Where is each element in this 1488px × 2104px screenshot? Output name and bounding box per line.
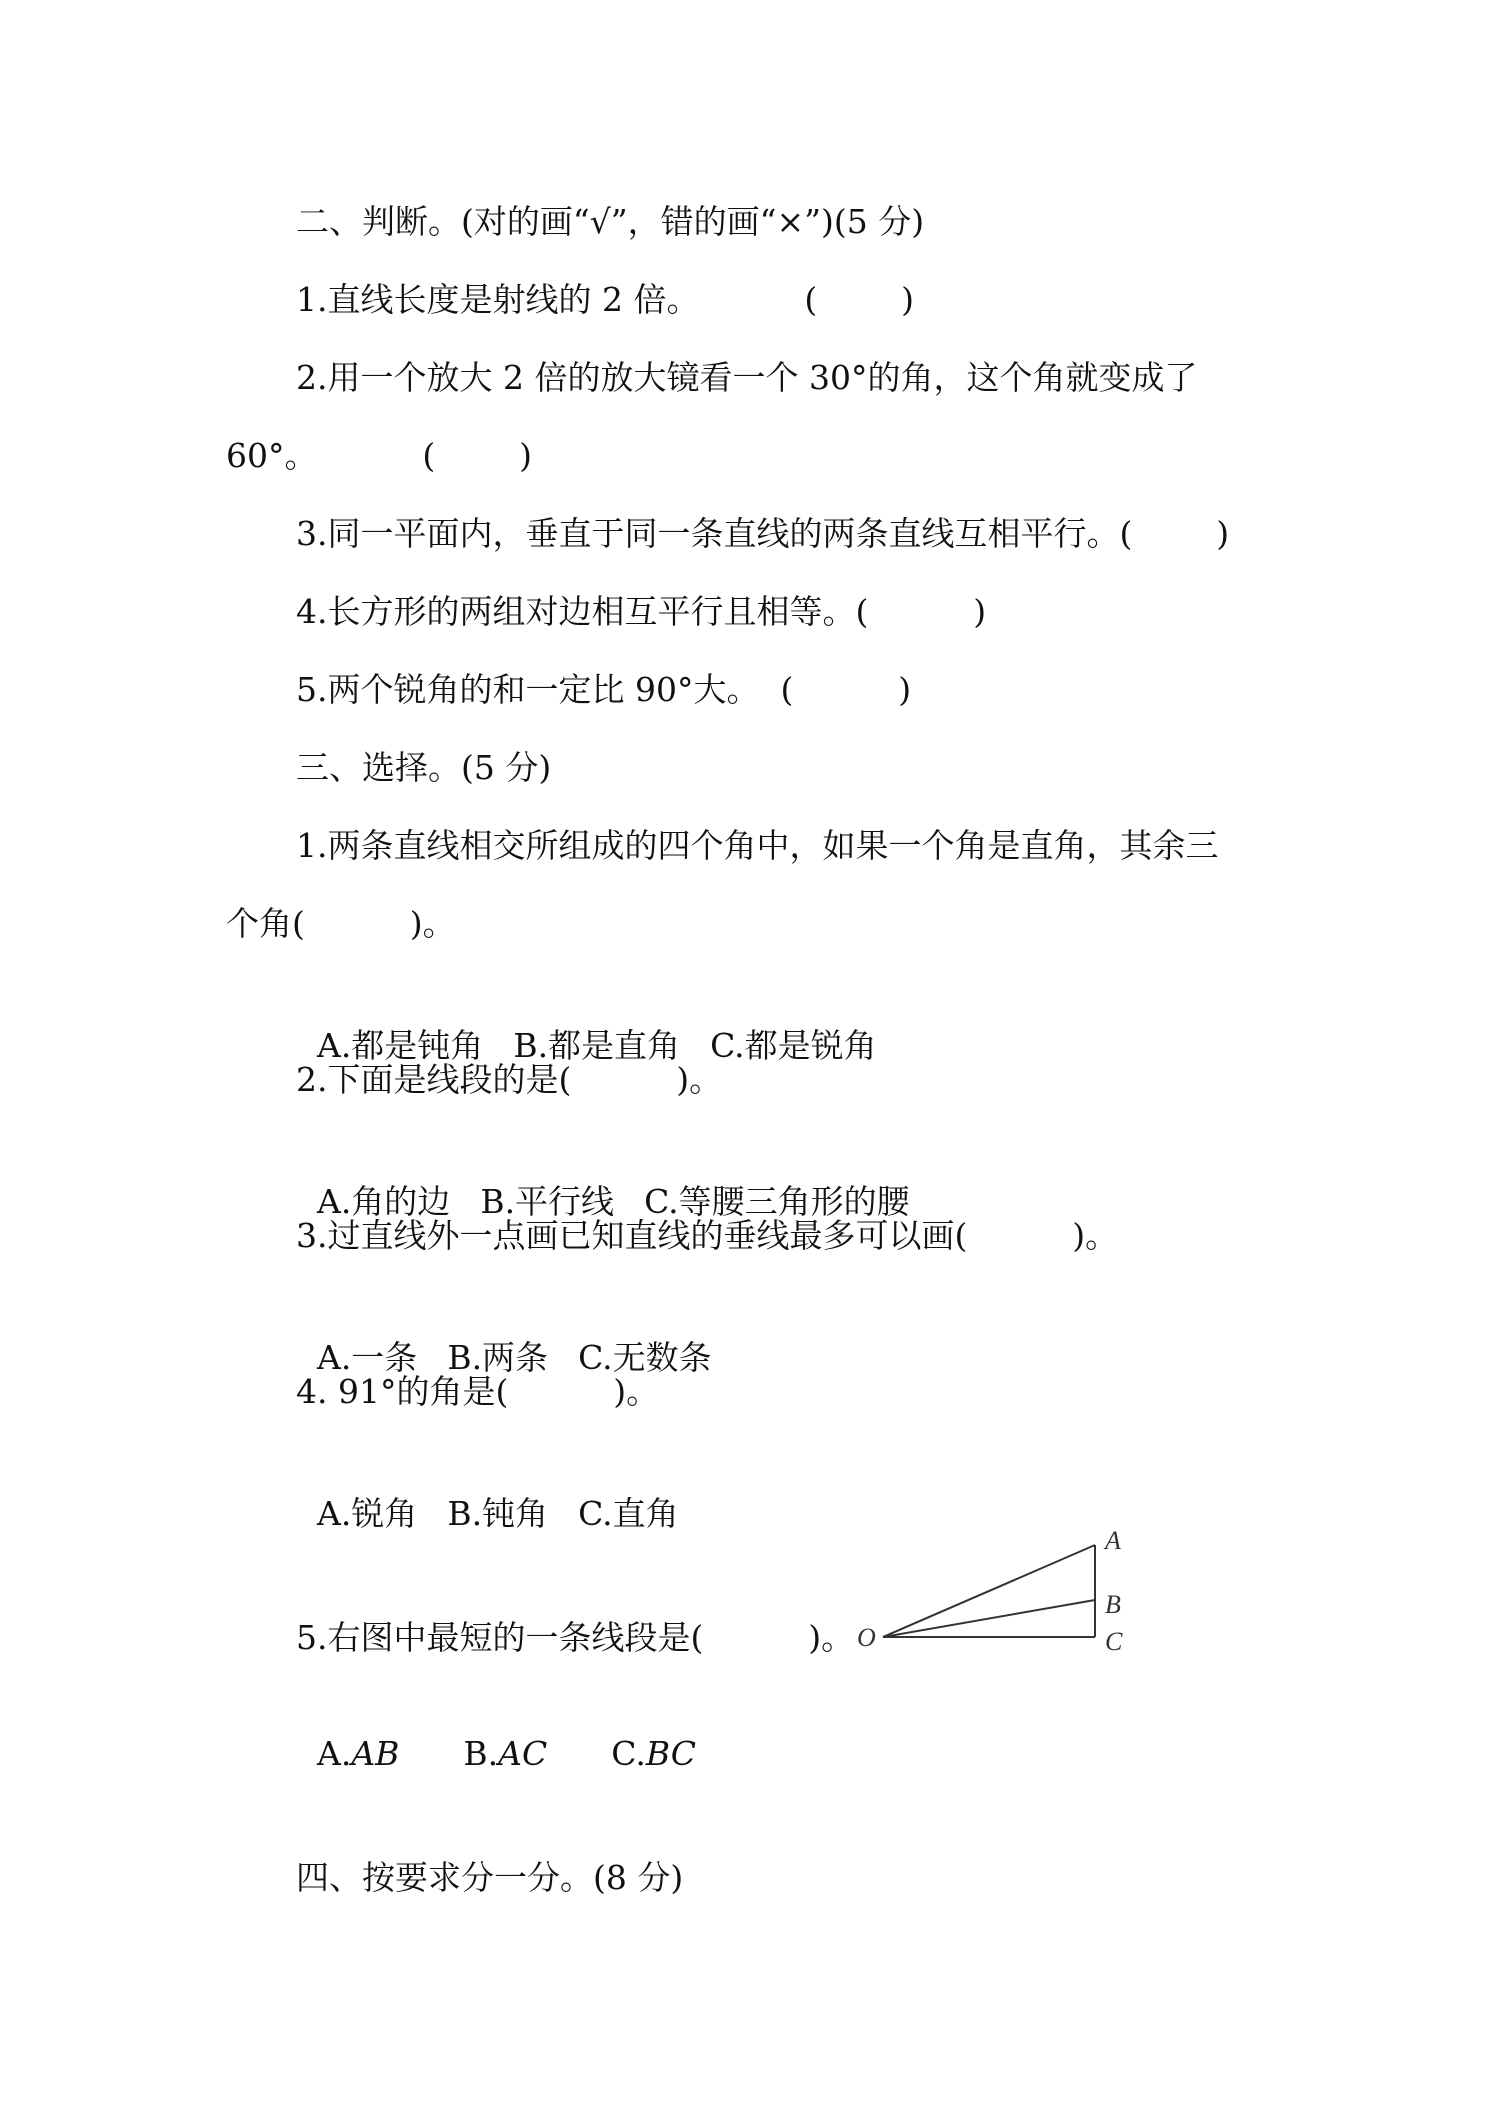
label-o: O [857,1623,876,1652]
option-a: A.锐角 [316,1494,418,1533]
option-letter: C. [611,1734,646,1773]
option-segment: AB [351,1734,400,1773]
choice-question-4-options [296,1448,679,1533]
label-a: A [1105,1526,1121,1555]
option-b: B.平行线 [480,1182,615,1221]
choice-question-4: 4. 91°的角是( )。 [296,1372,660,1411]
label-b: B [1105,1590,1121,1619]
option-a: A.角的边 [316,1182,451,1221]
option-b: B.都是直角 [513,1026,681,1065]
choice-question-2: 2.下面是线段的是( )。 [296,1060,723,1099]
choice-question-5-options [296,1688,696,1773]
choice-question-1-continued: 个角( )。 [226,904,456,943]
option-letter: A. [316,1734,352,1773]
option-segment: BC [645,1734,696,1773]
choice-question-5: 5.右图中最短的一条线段是( )。 [296,1618,855,1657]
choice-question-2-options [296,1136,910,1221]
choice-question-3-options [296,1292,712,1377]
option-a [317,1732,399,1776]
option-b: B.钝角 [447,1494,549,1533]
option-a: A.一条 [316,1338,418,1377]
judge-question-2: 2.用一个放大 2 倍的放大镜看一个 30°的角，这个角就变成了 [296,358,1198,397]
option-c: C.无数条 [578,1338,712,1377]
section2-heading: 二、判断。(对的画“√”，错的画“×”)(5 分) [296,202,925,241]
choice-question-1-options [296,980,877,1065]
option-b [463,1732,547,1776]
option-c [611,1732,696,1776]
judge-question-5: 5.两个锐角的和一定比 90°大。 ( ) [296,670,912,709]
triangle-figure [855,1515,1155,1655]
option-c: C.都是锐角 [710,1026,877,1065]
option-segment: AC [498,1734,548,1773]
option-c: C.直角 [578,1494,679,1533]
option-a: A.都是钝角 [316,1026,484,1065]
judge-question-2-continued: 60°。 ( ) [226,436,533,475]
section4-heading: 四、按要求分一分。(8 分) [296,1858,684,1897]
label-c: C [1105,1627,1123,1655]
judge-question-3: 3.同一平面内，垂直于同一条直线的两条直线互相平行。( ) [296,514,1230,553]
option-b: B.两条 [447,1338,549,1377]
section3-heading: 三、选择。(5 分) [296,748,552,787]
segment-ob [883,1600,1095,1637]
option-letter: B. [463,1734,499,1773]
option-c: C.等腰三角形的腰 [644,1182,910,1221]
segment-oa [883,1545,1095,1637]
judge-question-4: 4.长方形的两组对边相互平行且相等。( ) [296,592,987,631]
judge-question-1: 1.直线长度是射线的 2 倍。 ( ) [296,280,915,319]
choice-question-3: 3.过直线外一点画已知直线的垂线最多可以画( )。 [296,1216,1119,1255]
choice-question-1: 1.两条直线相交所组成的四个角中，如果一个角是直角，其余三 [296,826,1219,865]
